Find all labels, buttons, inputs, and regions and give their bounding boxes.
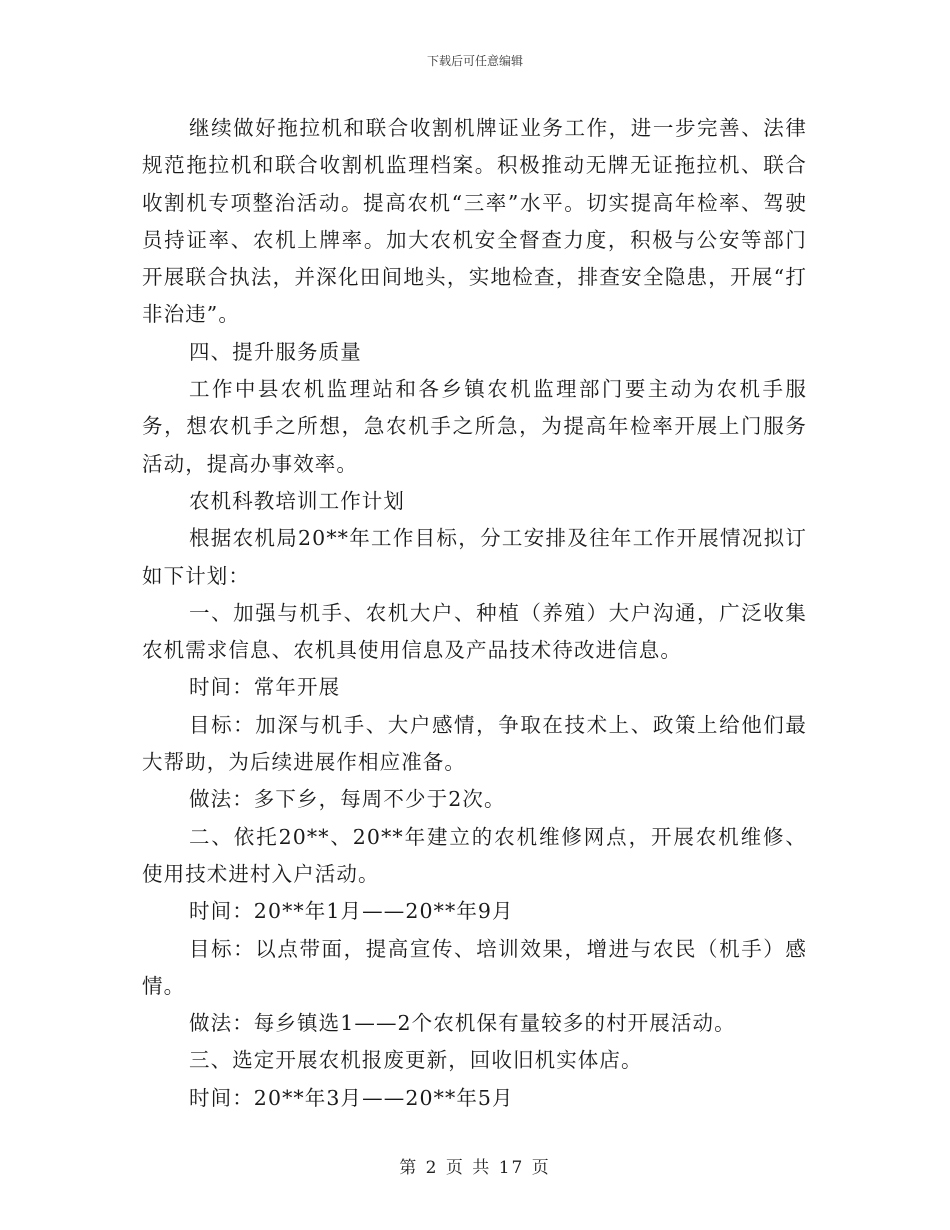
plan-item-2: 二、依托20**、20**年建立的农机维修网点，开展农机维修、使用技术进村入户活动。 <box>142 824 807 886</box>
plan-item-1-method: 做法：多下乡，每周不少于2次。 <box>189 787 506 812</box>
plan-item-2-time: 时间：20**年1月——20**年9月 <box>189 899 514 924</box>
plan-item-1-goal: 目标：加深与机手、大户感情，争取在技术上、政策上给他们最大帮助，为后续进展作相应准备。 <box>142 712 807 775</box>
plan-item-1: 一、加强与机手、农机大户、种植（养殖）大户沟通，广泛收集农机需求信息、农机具使用信息及产品技术待改进信息。 <box>142 600 807 663</box>
plan-item-2-method: 做法：每乡镇选1——2个农机保有量较多的村开展活动。 <box>189 1011 736 1036</box>
plan-item-2-goal: 目标：以点带面，提高宣传、培训效果，增进与农民（机手）感情。 <box>142 936 807 998</box>
plan-item-1-time: 时间：常年开展 <box>189 675 341 700</box>
section-title-training-plan: 农机科教培训工作计划 <box>189 488 405 513</box>
plan-item-3: 三、选定开展农机报废更新，回收旧机实体店。 <box>189 1048 643 1073</box>
page-header-note: 下载后可任意编辑 <box>426 54 523 68</box>
paragraph-plan-intro: 根据农机局20**年工作目标，分工安排及往年工作开展情况拟订如下计划： <box>142 526 807 588</box>
section-heading-service-quality: 四、提升服务质量 <box>189 339 362 364</box>
plan-item-3-time: 时间：20**年3月——20**年5月 <box>189 1085 514 1110</box>
paragraph-service: 工作中县农机监理站和各乡镇农机监理部门要主动为农机手服务，想农机手之所想，急农机手之所急，为提高年检率开展上门服务活动，提高办事效率。 <box>142 377 807 476</box>
paragraph-license-work: 继续做好拖拉机和联合收割机牌证业务工作，进一步完善、法律规范拖拉机和联合收割机监理档案。积极推动无牌无证拖拉机、联合收割机专项整治活动。提高农机“三率”水平。切实提高年检率、驾驶员持证率、农机上牌率。加大农机安全督查力度，积极与公安等部门开展联合执法，并深化田间地头，实地检查，排查安全隐患，开展“打非治违”。 <box>142 116 807 327</box>
page-number: 第 2 页 共 17 页 <box>399 1158 551 1178</box>
document-body <box>142 110 807 1117</box>
